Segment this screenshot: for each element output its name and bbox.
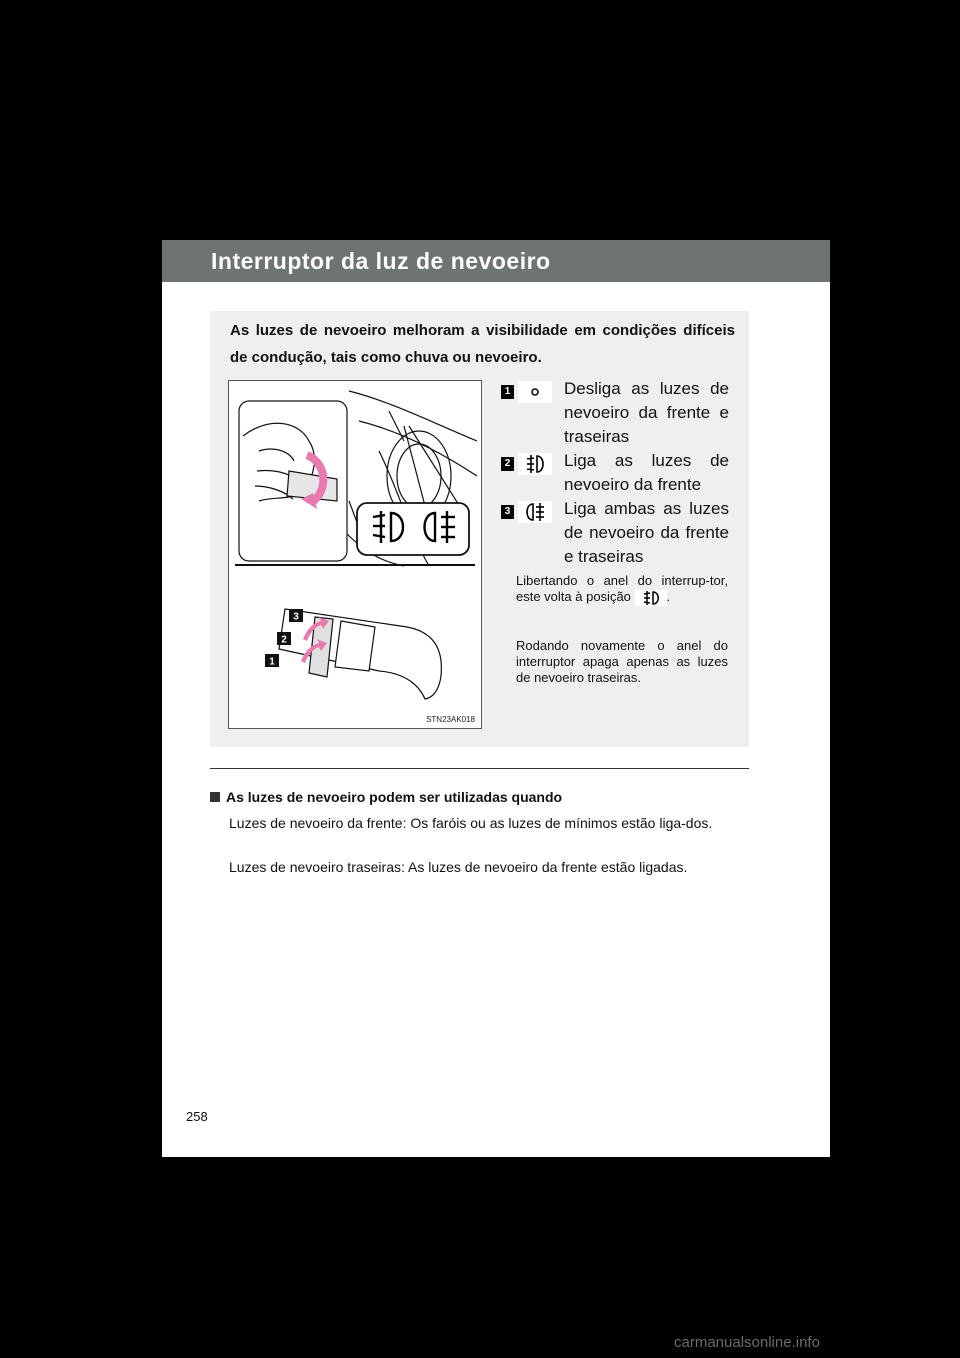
section-heading-text: As luzes de nevoeiro podem ser utilizadas quando <box>226 789 563 805</box>
section-heading <box>210 789 562 805</box>
front-fog-condition: Luzes de nevoeiro da frente: Os faróis ou as luzes de mínimos estão liga-dos. <box>229 815 713 831</box>
page-title: Interruptor da luz de nevoeiro <box>162 240 830 282</box>
section-divider <box>210 768 749 769</box>
fog-off-icon <box>518 381 552 403</box>
intro-text: As luzes de nevoeiro melhoram a visibilidade em condições difíceis de condução, tais como chuva ou nevoeiro. <box>230 322 735 366</box>
item-number: 2 <box>501 457 514 471</box>
fog-switch-drawing <box>229 381 481 728</box>
item-text: Liga as luzes de nevoeiro da frente <box>564 451 729 494</box>
manual-page <box>162 240 830 1157</box>
item-text: Desliga as luzes de nevoeiro da frente e traseiras <box>564 379 729 446</box>
figure-label-3: 3 <box>293 611 299 623</box>
release-note <box>516 573 728 606</box>
info-panel <box>210 311 749 747</box>
fog-switch-illustration <box>228 380 482 729</box>
item-number: 3 <box>501 505 514 519</box>
square-bullet-icon <box>210 792 220 802</box>
rear-fog-condition: Luzes de nevoeiro traseiras: As luzes de nevoeiro da frente estão ligadas. <box>229 859 688 875</box>
release-note-text: Libertando o anel do interrup-tor, este volta à posição <box>516 573 728 604</box>
item-number: 1 <box>501 385 514 399</box>
watermark: carmanualsonline.info <box>674 1334 820 1351</box>
rotate-note: Rodando novamente o anel do interruptor apaga apenas as luzes de nevoeiro traseiras. <box>516 638 728 685</box>
release-note-end: . <box>666 589 671 604</box>
figure-code: STN23AK018 <box>426 715 475 724</box>
front-fog-icon <box>518 453 552 475</box>
front-fog-icon <box>635 590 667 606</box>
figure-label-1: 1 <box>269 656 275 668</box>
figure-label-2: 2 <box>281 634 287 646</box>
page-number: 258 <box>186 1109 208 1124</box>
item-text: Liga ambas as luzes de nevoeiro da frente e traseiras <box>564 499 729 566</box>
rear-fog-icon <box>518 501 552 523</box>
